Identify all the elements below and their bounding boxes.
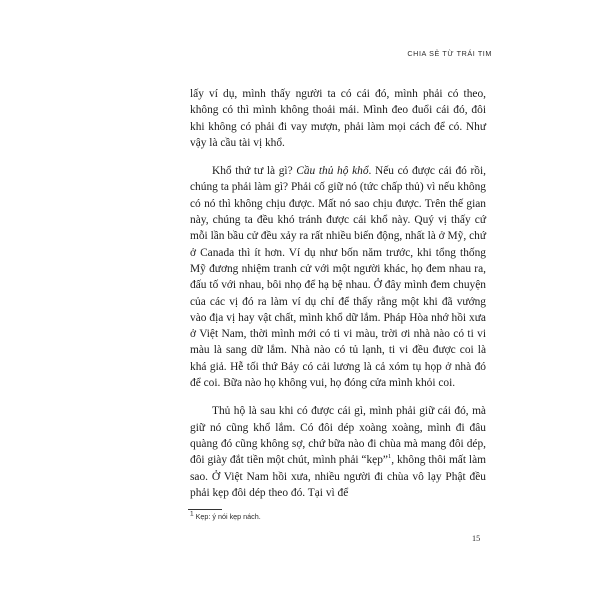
paragraph-1 <box>190 86 486 151</box>
italic-term: Cầu thủ hộ khổ <box>296 165 369 178</box>
paragraph-3 <box>190 403 486 501</box>
running-header: CHIA SẺ TỪ TRÁI TIM <box>407 49 492 58</box>
paragraph-3-after: , không thôi mất làm sao. Ở Việt Nam hồi xưa, nhiều người đi chùa vô lạy Phật đều phải kẹp đôi dép theo đó. Tại vì để <box>190 454 486 499</box>
footnote-mark: 1 <box>190 510 194 518</box>
footnote <box>190 512 261 521</box>
paragraph-3-before: Thủ hộ là sau khi có được cái gì, mình phải giữ cái đó, mà giữ nó cũng khổ lắm. Có đôi dép xoàng xoàng, mình đi đâu quàng đó cũng không sợ, chứ bữa nào đi chùa mà mang đôi dép, đôi giày đắt tiền một chút, mình phải “kẹp” <box>190 405 486 467</box>
paragraph-1-text: lấy ví dụ, mình thấy người ta có cái đó, mình phải có theo, không có thì mình không thoải mái. Mình đeo đuổi cái đó, đôi khi không có phải đi vay mượn, phải làm mọi cách để có. Như vậy là cầu tài vị khổ. <box>190 88 486 149</box>
paragraph-2-lead: Khổ thứ tư là gì? <box>212 165 297 178</box>
page-number: 15 <box>472 534 481 543</box>
footnote-reference: 1 <box>388 453 392 461</box>
footnote-text: Kẹp: ý nói kẹp nách. <box>193 512 261 521</box>
paragraph-2-rest: . Nếu có được cái đó rồi, chúng ta phải làm gì? Phải cố giữ nó (tức chấp thủ) vì nếu không có nó thì không chịu được. Mất nó sao chịu được. Trên thế gian này, chúng ta đều khó tránh được cái khổ này. Quý vị thấy cứ mỗi lần bầu cử đều xảy ra rất nhiều biến động, nhất là ở Mỹ, chứ ở Canada thì ít hơn. Ví dụ như bốn năm trước, khi tổng thống Mỹ đương nhiệm tranh cử với một người khác, họ đem nhau ra, đấu tố với nhau, bôi nhọ để hạ bệ nhau. Ở đây mình đem chuyện của các vị đó ra làm ví dụ chỉ để thấy rằng một khi đã vướng vào địa vị hay vật chất, mình khổ dữ lắm. Pháp Hòa nhớ hồi xưa ở Việt Nam, thời mình mới có ti vi màu, trời ơi nhà nào có ti vi màu là sang dữ lắm. Nhà nào có tủ lạnh, ti vi đều được coi là khá giả. Hễ tối thứ Bảy có cải lương là cả xóm tụ họp ở nhà đó để coi. Bữa nào họ không vui, họ đóng cửa mình khỏi coi. <box>190 165 486 390</box>
body-text <box>190 86 486 501</box>
paragraph-2 <box>190 163 486 391</box>
